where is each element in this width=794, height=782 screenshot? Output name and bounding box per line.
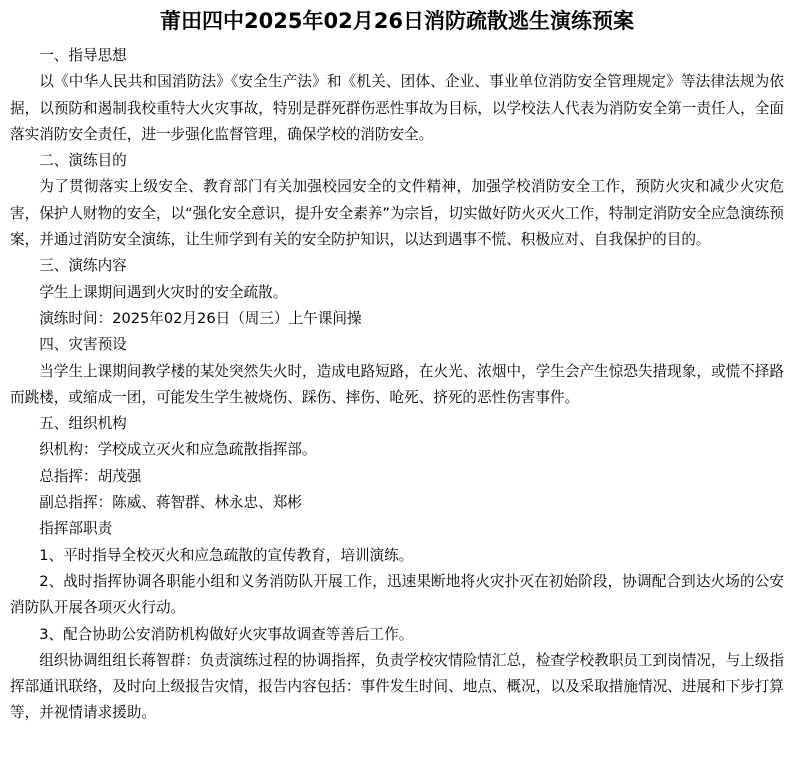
list-item-duty-3: 3、配合协助公安消防机构做好火灾事故调查等善后工作。 xyxy=(39,625,414,643)
document-body xyxy=(10,43,784,727)
paragraph-deputy-commanders: 副总指挥：陈威、蒋智群、林永忠、郑彬 xyxy=(39,494,302,512)
section-heading-disaster-scenario: 四、灾害预设 xyxy=(39,336,127,354)
list-item-duty-2: 2、战时指挥协调各职能小组和义务消防队开展工作，迅速果断地将火灾扑灭在初始阶段，协调配合到达火场的公安消防队开展各项灭火行动。 xyxy=(10,572,784,617)
section-heading-drill-content: 三、演练内容 xyxy=(39,257,127,275)
paragraph-organization: 织机构：学校成立灭火和应急疏散指挥部。 xyxy=(39,441,317,459)
section-heading-organization: 五、组织机构 xyxy=(39,415,127,433)
paragraph-guiding-thought: 以《中华人民共和国消防法》《安全生产法》和《机关、团体、企业、事业单位消防安全管理规定》等法律法规为依据，以预防和遏制我校重特大火灾事故，特别是群死群伤恶性事故为目标，以学校法人代表为消防安全第一责任人，全面落实消防安全责任，进一步强化监督管理，确保学校的消防安全。 xyxy=(10,73,784,143)
paragraph-drill-time: 演练时间：2025年02月26日（周三）上午课间操 xyxy=(39,309,362,327)
paragraph-coordination-group: 组织协调组组长蒋智群：负责演练过程的协调指挥，负责学校灾情险情汇总，检查学校教职员工到岗情况，与上级指挥部通讯联络，及时向上级报告灾情，报告内容包括：事件发生时间、地点、概况，以及采取措施情况、进展和下步打算等，并视情请求援助。 xyxy=(10,651,784,722)
paragraph-drill-purpose: 为了贯彻落实上级安全、教育部门有关加强校园安全的文件精神，加强学校消防安全工作，预防火灾和减少火灾危害，保护人财物的安全，以“强化安全意识，提升安全素养”为宗旨，切实做好防火灭火工作，特制定消防安全应急演练预案，并通过消防安全演练，让生师学到有关的安全防护知识，以达到遇事不慌、积极应对、自我保护的目的。 xyxy=(10,178,785,249)
section-heading-drill-purpose: 二、演练目的 xyxy=(39,152,127,170)
paragraph-disaster-scenario: 当学生上课期间教学楼的某处突然失火时，造成电路短路，在火光、浓烟中，学生会产生惊恐失措现象，或慌不择路而跳楼，或缩成一团，可能发生学生被烧伤、踩伤、摔伤、呛死、挤死的恶性伤害事件。 xyxy=(10,362,784,406)
paragraph-hq-duties-heading: 指挥部职责 xyxy=(39,520,113,538)
document-title: 莆田四中2025年02月26日消防疏散逃生演练预案 xyxy=(160,9,634,33)
paragraph-commander: 总指挥：胡茂强 xyxy=(39,467,142,485)
paragraph-drill-content: 学生上课期间遇到火灾时的安全疏散。 xyxy=(39,283,288,301)
list-item-duty-1: 1、平时指导全校灭火和应急疏散的宣传教育，培训演练。 xyxy=(39,546,414,564)
section-heading-guiding-thought: 一、指导思想 xyxy=(39,47,127,64)
